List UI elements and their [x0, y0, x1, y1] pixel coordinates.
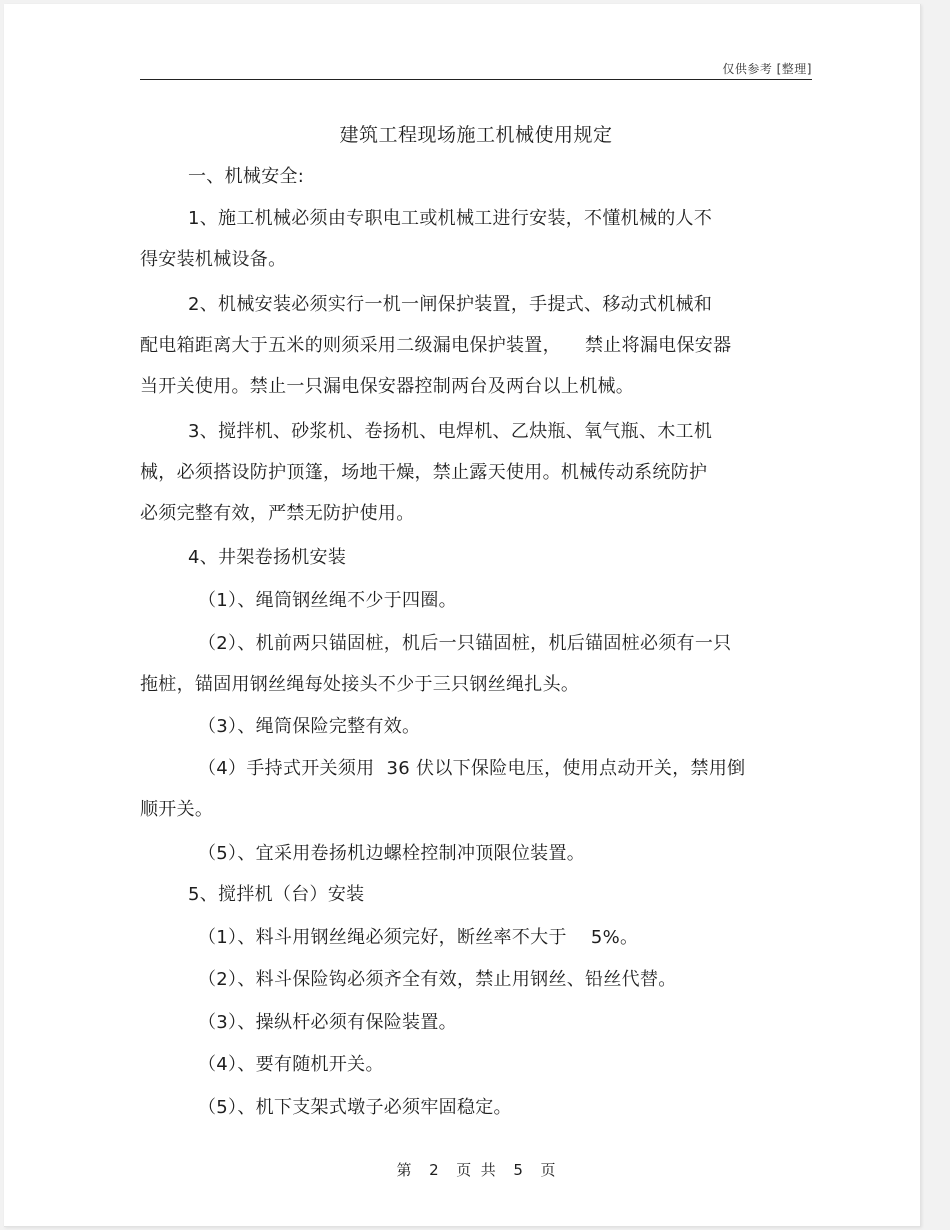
paragraph-item-1 [140, 198, 812, 280]
document-page [4, 4, 921, 1227]
header-note: 仅供参考 [整理] [722, 62, 812, 76]
sub-item-5-3 [140, 1002, 812, 1043]
paragraph-item-2 [140, 284, 812, 407]
footer-total-pages: 5 [513, 1161, 523, 1179]
paragraph-line: （5）、机下支架式墩子必须牢固稳定。 [198, 1097, 512, 1118]
sub-item-4-4 [140, 748, 812, 830]
paragraph-line: 得安装机械设备。 [140, 249, 287, 270]
paragraph-line: 当开关使用。禁止一只漏电保安器控制两台及两台以上机械。 [140, 376, 635, 397]
paragraph-line: 拖桩，锚固用钢丝绳每处接头不少于三只钢丝绳扎头。 [140, 674, 580, 695]
paragraph-line: （3）、绳筒保险完整有效。 [198, 716, 421, 737]
paragraph-line: （2）、料斗保险钩必须齐全有效，禁止用钢丝、铅丝代替。 [198, 969, 677, 990]
paragraph-line: （3）、操纵杆必须有保险装置。 [198, 1012, 457, 1033]
paragraph-line: 械，必须搭设防护顶篷，场地干燥，禁止露天使用。机械传动系统防护 [140, 462, 708, 483]
sub-item-5-4 [140, 1044, 812, 1085]
paragraph-item-5-heading [140, 874, 812, 915]
paragraph-line: 顺开关。 [140, 799, 214, 820]
paragraph-line: （4）手持式开关须用 36 伏以下保险电压，使用点动开关，禁用倒 [198, 758, 746, 779]
paragraph-line: （1）、料斗用钢丝绳必须完好，断丝率不大于 5%。 [198, 927, 639, 948]
footer-middle: 页 共 [456, 1161, 496, 1179]
sub-item-4-1 [140, 580, 812, 621]
page-footer [140, 1159, 812, 1180]
footer-prefix: 第 [396, 1161, 412, 1179]
section-heading [140, 156, 812, 197]
paragraph-line: 必须完整有效，严禁无防护使用。 [140, 503, 415, 524]
footer-suffix: 页 [540, 1161, 556, 1179]
paragraph-line: 4、井架卷扬机安装 [188, 547, 347, 568]
footer-current-page: 2 [429, 1161, 439, 1179]
sub-item-4-3 [140, 706, 812, 747]
paragraph-line: 5、搅拌机（台）安装 [188, 884, 365, 905]
paragraph-line: 3、搅拌机、砂浆机、卷扬机、电焊机、乙炔瓶、氧气瓶、木工机 [188, 421, 713, 442]
paragraph-line: （5）、宜采用卷扬机边螺栓控制冲顶限位装置。 [198, 843, 586, 864]
sub-item-5-5 [140, 1087, 812, 1128]
paragraph-line: （1）、绳筒钢丝绳不少于四圈。 [198, 590, 457, 611]
paragraph-line: （2）、机前两只锚固桩，机后一只锚固桩，机后锚固桩必须有一只 [198, 633, 732, 654]
paragraph-line: （4）、要有随机开关。 [198, 1054, 384, 1075]
paragraph-line: 2、机械安装必须实行一机一闸保护装置，手提式、移动式机械和 [188, 294, 713, 315]
document-title: 建筑工程现场施工机械使用规定 [339, 124, 613, 146]
paragraph-line: 1、施工机械必须由专职电工或机械工进行安装，不懂机械的人不 [188, 208, 713, 229]
section-heading-text: 一、机械安全: [188, 166, 305, 187]
header-rule [140, 79, 812, 80]
paragraph-line: 配电箱距离大于五米的则须采用二级漏电保护装置， 禁止将漏电保安器 [140, 335, 732, 356]
sub-item-5-2 [140, 959, 812, 1000]
paragraph-item-4-heading [140, 537, 812, 578]
sub-item-4-5 [140, 833, 812, 874]
sub-item-4-2 [140, 623, 812, 705]
sub-item-5-1 [140, 917, 812, 958]
paragraph-item-3 [140, 411, 812, 534]
